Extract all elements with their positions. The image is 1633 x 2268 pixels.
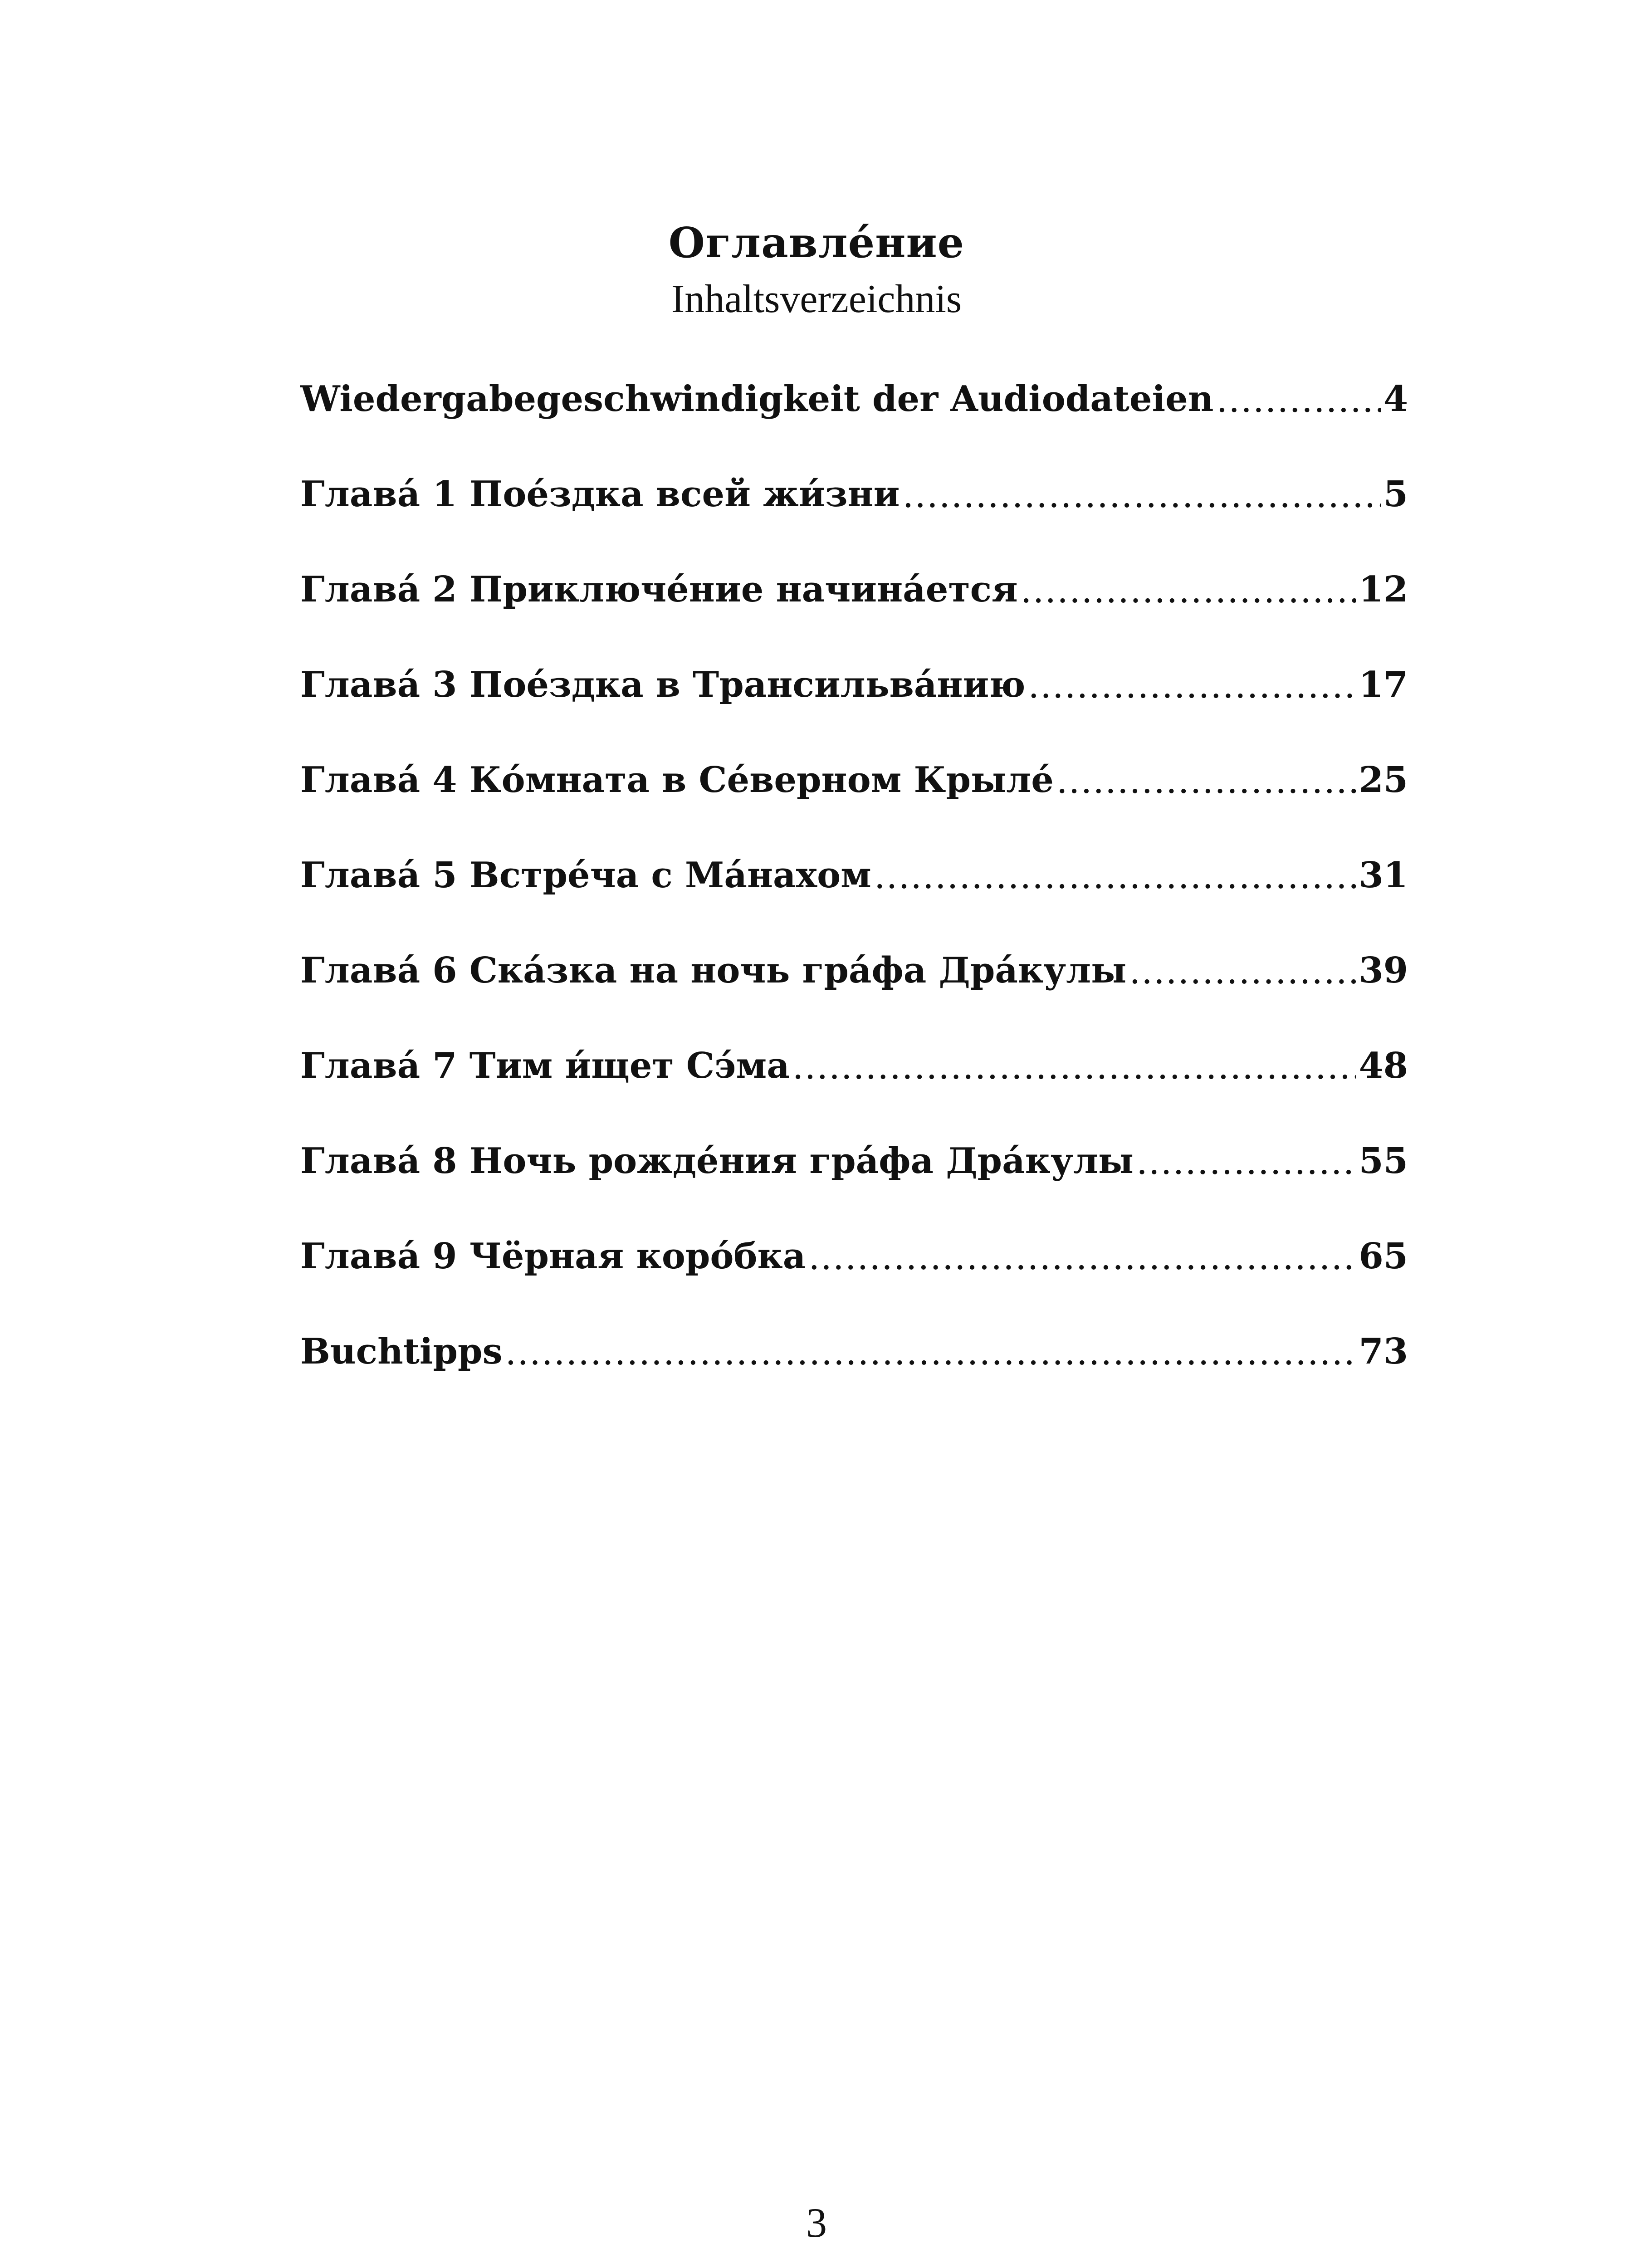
toc-dot-leader — [1136, 1139, 1356, 1185]
toc-entry-page: 48 — [1359, 1045, 1408, 1086]
toc-entry-page: 4 — [1383, 378, 1408, 420]
toc-entry-buchtipps[interactable] — [300, 1329, 1408, 1424]
toc-dot-leader — [874, 854, 1356, 899]
page-number: 3 — [806, 2200, 827, 2246]
page-subtitle: Inhaltsverzeichnis — [671, 277, 962, 321]
toc-entry-page: 25 — [1359, 759, 1408, 801]
toc-dot-leader — [1129, 949, 1356, 994]
toc-dot-leader — [1217, 377, 1381, 423]
toc-entry-title: Wiedergabegeschwindigkeit der Audiodateien — [300, 378, 1214, 420]
toc-entry-title: Глава́ 6 Ска́зка на ночь гра́фа Дра́кулы — [300, 950, 1127, 991]
toc-entry-title: Buchtipps — [300, 1331, 503, 1372]
toc-entry-title: Глава́ 1 Пое́здка всей жи́зни — [300, 474, 900, 515]
toc-dot-leader — [505, 1330, 1356, 1375]
toc-entry-page: 73 — [1359, 1331, 1408, 1372]
toc-entry-page: 31 — [1359, 855, 1408, 896]
toc-entry-page: 65 — [1359, 1236, 1408, 1277]
toc-dot-leader — [1028, 663, 1356, 709]
toc-entry-audio-speed[interactable] — [300, 376, 1408, 472]
table-of-contents — [300, 376, 1408, 1424]
toc-entry-chapter-3[interactable] — [300, 662, 1408, 758]
toc-entry-page: 39 — [1359, 950, 1408, 991]
toc-entry-title: Глава́ 4 Ко́мната в Се́верном Крыле́ — [300, 759, 1054, 801]
toc-dot-leader — [1056, 758, 1356, 804]
toc-entry-page: 5 — [1383, 474, 1408, 515]
toc-entry-chapter-5[interactable] — [300, 853, 1408, 948]
toc-entry-chapter-6[interactable] — [300, 948, 1408, 1043]
toc-dot-leader — [1021, 568, 1356, 613]
toc-dot-leader — [902, 473, 1380, 518]
toc-entry-chapter-8[interactable] — [300, 1139, 1408, 1234]
toc-entry-title: Глава́ 7 Тим и́щет Сэ́ма — [300, 1045, 790, 1086]
toc-entry-title: Глава́ 2 Приключе́ние начина́ется — [300, 569, 1018, 610]
toc-dot-leader — [792, 1044, 1356, 1090]
toc-entry-chapter-9[interactable] — [300, 1234, 1408, 1329]
page-header — [0, 213, 1633, 327]
toc-entry-chapter-1[interactable] — [300, 472, 1408, 567]
page-title: Оглавле́ние — [668, 218, 965, 267]
toc-entry-page: 17 — [1359, 664, 1408, 705]
toc-dot-leader — [808, 1235, 1356, 1280]
toc-entry-title: Глава́ 5 Встре́ча с Ма́нахом — [300, 855, 871, 896]
toc-entry-chapter-2[interactable] — [300, 567, 1408, 662]
toc-entry-title: Глава́ 9 Чёрная коро́бка — [300, 1236, 806, 1277]
toc-entry-chapter-4[interactable] — [300, 758, 1408, 853]
toc-entry-page: 12 — [1359, 569, 1408, 610]
toc-entry-page: 55 — [1359, 1140, 1408, 1182]
toc-entry-title: Глава́ 3 Пое́здка в Трансильва́нию — [300, 664, 1026, 705]
toc-entry-chapter-7[interactable] — [300, 1043, 1408, 1139]
toc-entry-title: Глава́ 8 Ночь рожде́ния гра́фа Дра́кулы — [300, 1140, 1134, 1182]
